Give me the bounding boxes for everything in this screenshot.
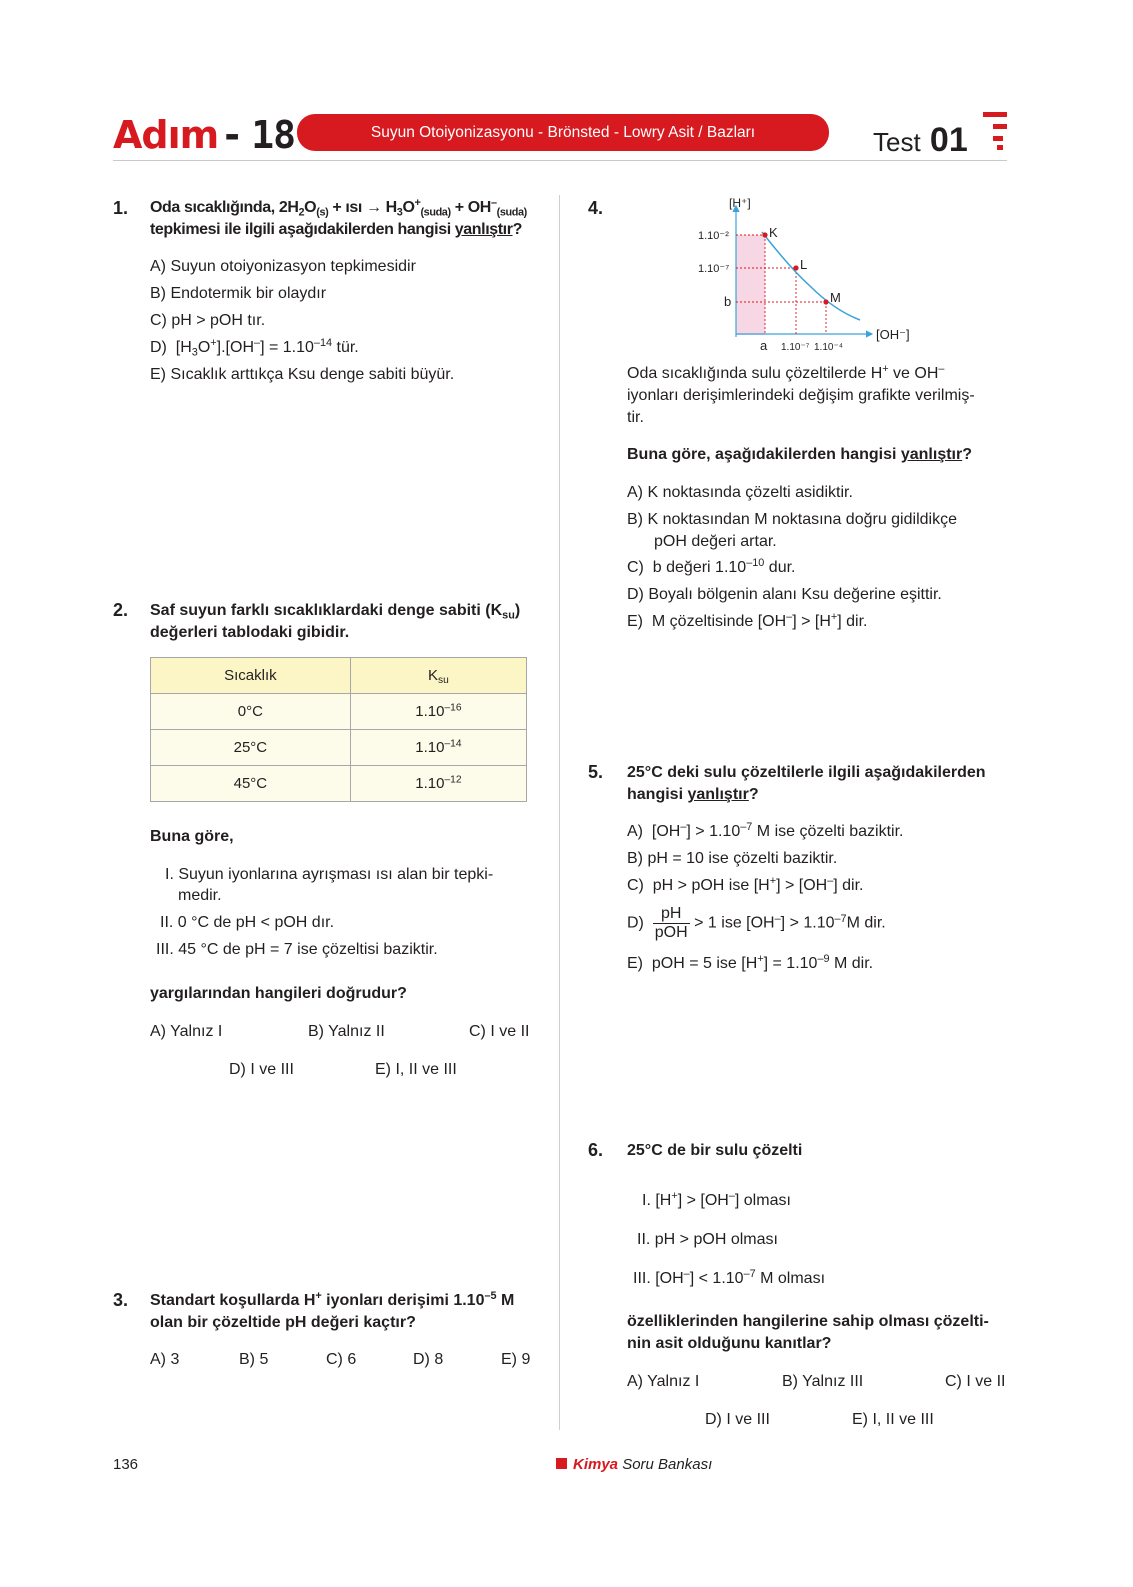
brand-separator: - (224, 113, 240, 157)
point-m-label: M (830, 290, 841, 305)
question-2-question: yargılarından hangileri doğrudur? (150, 985, 407, 1002)
table-row (151, 730, 527, 766)
question-4-keyword: yanlıştır (900, 446, 963, 463)
question-3-answer-e[interactable]: E) 9 (501, 1351, 531, 1368)
question-2-answer-b[interactable]: B) Yalnız II (308, 1023, 385, 1040)
question-4-question: Buna göre, aşağıdakilerden hangisi yanlıştır? (627, 446, 972, 463)
point-k-label: K (769, 225, 778, 240)
question-4-option-e[interactable]: E) M çözeltisinde [OH–] > [H+] dir. (627, 611, 868, 630)
column-divider (559, 195, 560, 1430)
question-1-stem: Oda sıcaklığında, $2H_2O_{(s)}$ + ısı → $H_3O^+_{(suda)} + OH^-_{(suda)}$ tepkimesi ile ilgili aşağıdakilerden hangisi yanlıştır? (150, 197, 550, 241)
question-1-option-a[interactable]: A) Suyun otoiyonizasyon tepkimesidir (150, 258, 416, 275)
book-title (556, 1456, 712, 1473)
point-m-marker (823, 299, 828, 304)
question-3-answer-b[interactable]: B) 5 (239, 1351, 269, 1368)
table-cell-ksu: $1.10^{-12}$ (350, 766, 526, 802)
test-number: 01 (929, 121, 968, 159)
y-tick-2: 1.10⁻⁷ (698, 263, 730, 275)
table-cell-temperature: 0°C (151, 694, 351, 730)
question-4-number: 4. (588, 198, 604, 218)
question-3-stem-line1: Standart koşullarda H+ iyonları derişimi $1.10^{-5}$ M (150, 1290, 515, 1309)
question-2-statement-1: I. Suyun iyonlarına ayrışması ısı alan bir tepki- (165, 866, 494, 883)
question-5-stem-line1: 25°C deki sulu çözeltilerle ilgili aşağıdakilerden (627, 764, 986, 781)
table-header-row (151, 658, 527, 694)
point-k-marker (762, 232, 767, 237)
brand-name: Adım (113, 113, 219, 157)
question-6-question-line1: özelliklerinden hangilerine sahip olması çözelti- (627, 1313, 989, 1330)
test-label (873, 121, 968, 160)
question-2-answer-c[interactable]: C) I ve II (469, 1023, 530, 1040)
question-6-answer-d[interactable]: D) I ve III (705, 1411, 770, 1428)
table-cell-temperature: 45°C (151, 766, 351, 802)
book-title-subject: Kimya (573, 1456, 619, 1473)
table-cell-ksu: $1.10^{-16}$ (350, 694, 526, 730)
table-header-temperature: Sıcaklık (151, 658, 351, 694)
question-6-answer-e[interactable]: E) I, II ve III (852, 1411, 934, 1428)
question-5-option-d[interactable]: D) $\frac{pH}{\text{pOH}}$ > 1 ise $[OH^-] > 1.10^{-7}M$ dir. (627, 905, 886, 941)
question-2-stem-line1: Saf suyun farklı sıcaklıklardaki denge sabiti $(K_{su})$ (150, 602, 521, 622)
table-row (151, 694, 527, 730)
question-1-reaction: Oda sıcaklığında, $2H_2O_{(s)}$ + ısı → $H_3O^+_{(suda)} + OH^-_{(suda)}$ (150, 197, 527, 219)
brand-logo (113, 113, 295, 157)
point-l-label: L (800, 257, 808, 272)
question-4-option-a[interactable]: A) K noktasında çözelti asidiktir. (627, 484, 853, 501)
question-4-option-c[interactable]: C) b değeri $1.10^{-10}$ dur. (627, 557, 796, 576)
question-2-answer-a[interactable]: A) Yalnız I (150, 1023, 223, 1040)
table-cell-ksu: $1.10^{-14}$ (350, 730, 526, 766)
question-2-answer-d[interactable]: D) I ve III (229, 1061, 294, 1078)
y-tick-3: b (724, 294, 732, 309)
brand-number: 18 (251, 113, 296, 157)
question-6-question-line2: nin asit olduğunu kanıtlar? (627, 1335, 832, 1352)
question-5-option-e[interactable]: E) pOH = 5 ise $[H^+] = 1.10^{-9}$ M dir. (627, 953, 874, 972)
shaded-region (736, 235, 765, 335)
question-4-desc-line1: Oda sıcaklığında sulu çözeltilerde H+ ve OH– (627, 363, 945, 382)
question-6-answer-c[interactable]: C) I ve II (945, 1373, 1006, 1390)
x-tick-1: a (760, 338, 768, 353)
question-4-desc-line2: iyonları derişimlerindeki değişim grafikte verilmiş- (627, 387, 975, 404)
question-5-keyword: yanlıştır (687, 786, 749, 803)
x-tick-3: 1.10⁻⁴ (814, 342, 844, 353)
question-6-answer-a[interactable]: A) Yalnız I (627, 1373, 700, 1390)
question-4-desc-line3: tir. (627, 409, 644, 426)
question-3-answer-a[interactable]: A) 3 (150, 1351, 180, 1368)
header-divider (113, 160, 1007, 161)
question-5-option-a[interactable]: A) $[OH^-] > 1.10^{-7}$ M ise çözelti baziktir. (627, 821, 904, 840)
question-3-stem-line2: olan bir çözeltide pH değeri kaçtır? (150, 1314, 416, 1331)
question-6-answer-b[interactable]: B) Yalnız III (782, 1373, 864, 1390)
question-1-option-d[interactable]: D) $[H_3O^+].[OH^-] = 1.10^{-14}$ tür. (150, 337, 359, 359)
table-row (151, 766, 527, 802)
table-header-ksu: $K_{su}$ (350, 658, 526, 694)
x-axis-label: [OH⁻] (876, 327, 910, 342)
question-4-option-b[interactable] (627, 509, 957, 553)
ksu-table (150, 657, 527, 802)
question-1-option-c[interactable]: C) pH > pOH tır. (150, 312, 266, 329)
question-1-keyword: yanlıştır (454, 221, 513, 238)
question-2-statement-1-cont: medir. (178, 887, 222, 904)
test-word: Test (873, 127, 921, 157)
question-6-statement-1: I. [H+] > [OH–] olması (642, 1190, 791, 1209)
question-5-number: 5. (588, 762, 604, 782)
question-2-stem-line2: değerleri tablodaki gibidir. (150, 624, 350, 641)
topic-banner: Suyun Otoiyonizasyonu - Brönsted - Lowry Asit / Bazları (297, 114, 829, 151)
question-3-stem (150, 1290, 550, 1334)
book-title-rest: Soru Bankası (622, 1456, 713, 1473)
question-5-stem-line2: hangisi (627, 786, 684, 803)
question-4-option-d[interactable]: D) Boyalı bölgenin alanı Ksu değerine eşittir. (627, 586, 942, 603)
table-cell-temperature: 25°C (151, 730, 351, 766)
question-6-question (627, 1311, 1012, 1355)
question-2-statement-3: III. 45 °C de pH = 7 ise çözeltisi baziktir. (156, 941, 438, 958)
ph-poh-fraction: $\frac{pH}{\text{pOH}}$ (654, 905, 688, 941)
x-tick-2: 1.10⁻⁷ (781, 342, 810, 353)
concentration-graph (690, 192, 920, 354)
question-6-statement-3: III. $[OH^-] < 1.10^{-7}$ M olması (633, 1268, 826, 1287)
point-l-marker (793, 265, 798, 270)
y-axis-label: [H⁺] (729, 196, 751, 210)
question-1-stem-line2: tepkimesi ile ilgili aşağıdakilerden hangisi (150, 221, 451, 238)
question-5-option-b[interactable]: B) pH = 10 ise çözelti baziktir. (627, 850, 838, 867)
question-1-number: 1. (113, 198, 129, 218)
question-2-answer-e[interactable]: E) I, II ve III (375, 1061, 457, 1078)
question-1-option-e[interactable]: E) Sıcaklık arttıkça Ksu denge sabiti büyür. (150, 366, 455, 383)
question-6-statement-2: II. pH > pOH olması (637, 1231, 778, 1248)
y-tick-1: 1.10⁻² (698, 230, 729, 242)
question-4-option-b-line2: pOH değeri artar. (654, 533, 777, 550)
question-2-lead: Buna göre, (150, 828, 234, 845)
question-3-answer-c[interactable]: C) 6 (326, 1351, 357, 1368)
question-6-number: 6. (588, 1140, 604, 1160)
page-number: 136 (113, 1456, 139, 1473)
question-5-option-c[interactable]: C) pH > pOH ise [H+] > [OH–] dir. (627, 875, 864, 894)
question-2-statement-2: II. 0 °C de pH < pOH dır. (160, 914, 335, 931)
curve (762, 232, 860, 320)
question-5-stem: 25°C deki sulu çözeltilerle ilgili aşağıdakilerden hangisi yanlıştır? (627, 762, 1012, 806)
question-6-stem: 25°C de bir sulu çözelti (627, 1142, 803, 1159)
square-icon (556, 1458, 567, 1469)
question-2-number: 2. (113, 600, 129, 620)
question-4-option-b-line1: B) K noktasından M noktasına doğru gidildikçe (627, 511, 957, 528)
question-3-answer-d[interactable]: D) 8 (413, 1351, 444, 1368)
question-3-number: 3. (113, 1290, 129, 1310)
question-4-description (627, 363, 1007, 429)
flag-icon (983, 112, 1007, 150)
question-1-option-b[interactable]: B) Endotermik bir olaydır (150, 285, 327, 302)
question-2-stem (150, 600, 540, 644)
